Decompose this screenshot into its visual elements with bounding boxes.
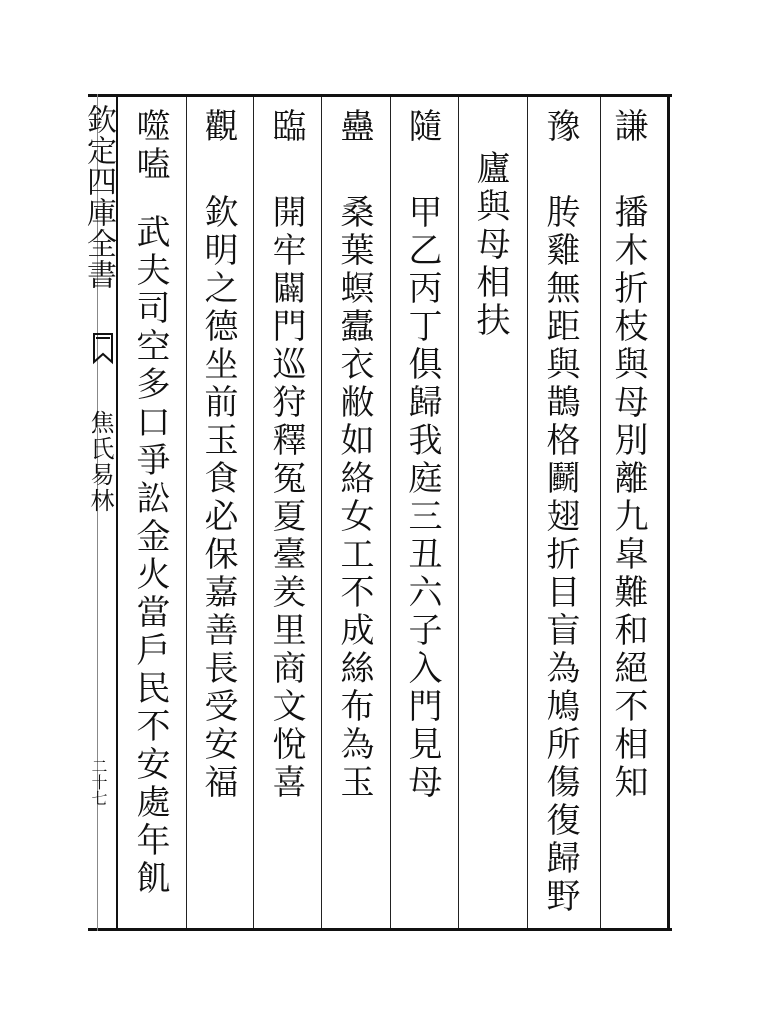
section-title: 焦氏易林 [86,410,114,514]
frame-left-border [116,94,118,931]
verse-text: 播木折枝與母別離九皐難和絕不相知 [608,194,648,802]
text-column-gu [334,108,374,802]
column-rule [527,97,528,928]
text-column-yu [540,108,580,916]
text-column-continuation [470,150,510,340]
text-column-lin [266,108,306,802]
hexagram-name: 噬嗑 [130,108,170,184]
frame-right-border [667,94,670,931]
page-number: 二十七 [89,758,108,806]
verse-text: 桑葉螟蠹衣敝如絡女工不成絲布為玉 [334,194,374,802]
text-column-sui [402,108,442,802]
text-column-shihe [130,108,170,898]
verse-text: 䏝雞無距與鵲格鬬翅折目盲為鳩所傷復歸野 [540,194,580,916]
hexagram-name: 隨 [402,108,442,146]
hexagram-name: 蠱 [334,108,374,146]
verse-text: 開牢闢門巡狩釋冤夏臺羑里商文悅喜 [266,194,306,802]
hexagram-name: 謙 [608,108,648,146]
column-rule [458,97,459,928]
verse-text: 欽明之德坐前玉食必保嘉善長受安福 [198,194,238,802]
hexagram-name: 觀 [198,108,238,146]
text-column-guan [198,108,238,802]
hexagram-name: 臨 [266,108,306,146]
column-rule [321,97,322,928]
column-rule [600,97,601,928]
book-title: 欽定四庫全書 [81,104,116,290]
column-rule [390,97,391,928]
verse-text: 廬與母相扶 [470,150,510,340]
hexagram-name: 豫 [540,108,580,146]
column-rule [253,97,254,928]
frame-bottom-border [88,928,672,931]
verse-text: 武夫司空多口爭訟金火當戶民不安處年飢 [130,214,170,898]
frame-top-border [88,94,672,97]
text-column-qian [608,108,648,802]
fish-tail-ornament [92,332,114,372]
verse-text: 甲乙丙丁俱歸我庭三丑六子入門見母 [402,194,442,802]
column-rule [186,97,187,928]
